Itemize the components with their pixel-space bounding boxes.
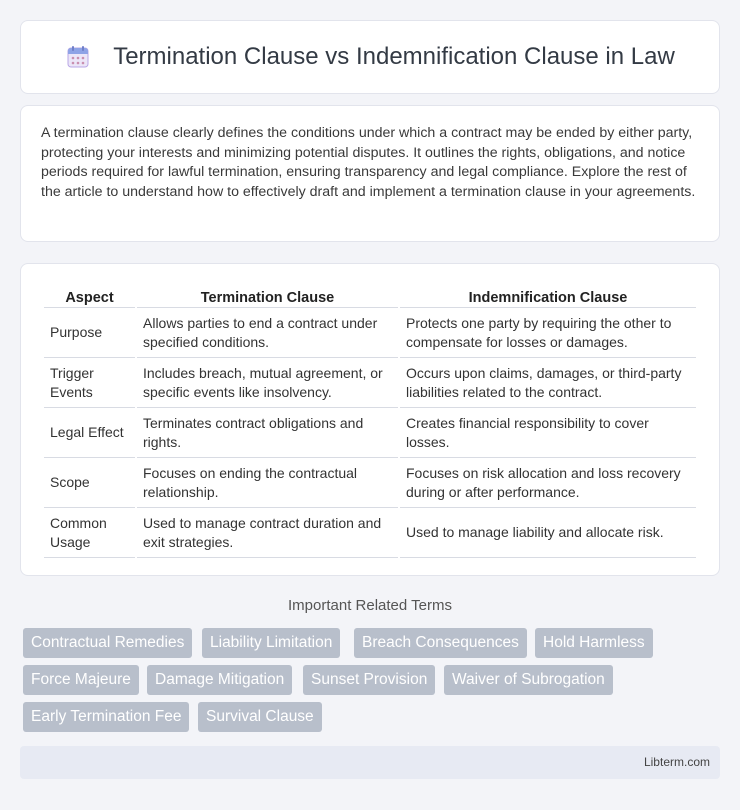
table-header-row bbox=[44, 284, 696, 308]
table-row bbox=[44, 408, 696, 458]
intro-card bbox=[20, 105, 720, 242]
tag-liability-limitation[interactable]: Liability Limitation bbox=[202, 628, 340, 658]
title-card bbox=[20, 20, 720, 94]
cell-termination: Focuses on ending the contractual relationship. bbox=[137, 458, 398, 508]
tag-survival-clause[interactable]: Survival Clause bbox=[198, 702, 322, 732]
page-title: Termination Clause vs Indemnification Clause in Law bbox=[113, 43, 675, 70]
intro-paragraph: A termination clause clearly defines the conditions under which a contract may be ended by either party, protecting your interests and minimizing potential disputes. It outlines the rights, obligations, and notice periods required for lawful termination, ensuring transparency and legal compliance. Explore the rest of the article to understand how to effectively draft and implement a termination clause in your agreements. bbox=[41, 125, 696, 200]
table-row bbox=[44, 508, 696, 558]
header-indemnification: Indemnification Clause bbox=[400, 284, 696, 308]
cell-aspect: Trigger Events bbox=[44, 358, 135, 408]
cell-indemnification: Creates financial responsibility to cover losses. bbox=[400, 408, 696, 458]
cell-indemnification: Used to manage liability and allocate risk. bbox=[400, 508, 696, 558]
comparison-table bbox=[42, 284, 698, 558]
table-row bbox=[44, 358, 696, 408]
cell-indemnification: Protects one party by requiring the other to compensate for losses or damages. bbox=[400, 308, 696, 358]
cell-aspect: Purpose bbox=[44, 308, 135, 358]
header-aspect: Aspect bbox=[44, 284, 135, 308]
cell-termination: Includes breach, mutual agreement, or specific events like insolvency. bbox=[137, 358, 398, 408]
cell-termination: Terminates contract obligations and rights. bbox=[137, 408, 398, 458]
tag-damage-mitigation[interactable]: Damage Mitigation bbox=[147, 665, 292, 695]
cell-aspect: Scope bbox=[44, 458, 135, 508]
cell-indemnification: Occurs upon claims, damages, or third-party liabilities related to the contract. bbox=[400, 358, 696, 408]
tag-breach-consequences[interactable]: Breach Consequences bbox=[354, 628, 527, 658]
tag-sunset-provision[interactable]: Sunset Provision bbox=[303, 665, 435, 695]
tag-force-majeure[interactable]: Force Majeure bbox=[23, 665, 139, 695]
cell-indemnification: Focuses on risk allocation and loss recovery during or after performance. bbox=[400, 458, 696, 508]
cell-aspect: Common Usage bbox=[44, 508, 135, 558]
tag-hold-harmless[interactable]: Hold Harmless bbox=[535, 628, 653, 658]
related-terms-heading: Important Related Terms bbox=[288, 597, 452, 614]
calendar-icon bbox=[65, 44, 91, 70]
comparison-card bbox=[20, 263, 720, 576]
table-row bbox=[44, 308, 696, 358]
footer-site-link[interactable]: Libterm.com bbox=[643, 755, 710, 769]
tag-early-termination-fee[interactable]: Early Termination Fee bbox=[23, 702, 189, 732]
tag-contractual-remedies[interactable]: Contractual Remedies bbox=[23, 628, 192, 658]
cell-aspect: Legal Effect bbox=[44, 408, 135, 458]
cell-termination: Allows parties to end a contract under specified conditions. bbox=[137, 308, 398, 358]
header-termination: Termination Clause bbox=[137, 284, 398, 308]
cell-termination: Used to manage contract duration and exit strategies. bbox=[137, 508, 398, 558]
table-row bbox=[44, 458, 696, 508]
tag-waiver-of-subrogation[interactable]: Waiver of Subrogation bbox=[444, 665, 613, 695]
footer bbox=[20, 746, 720, 779]
